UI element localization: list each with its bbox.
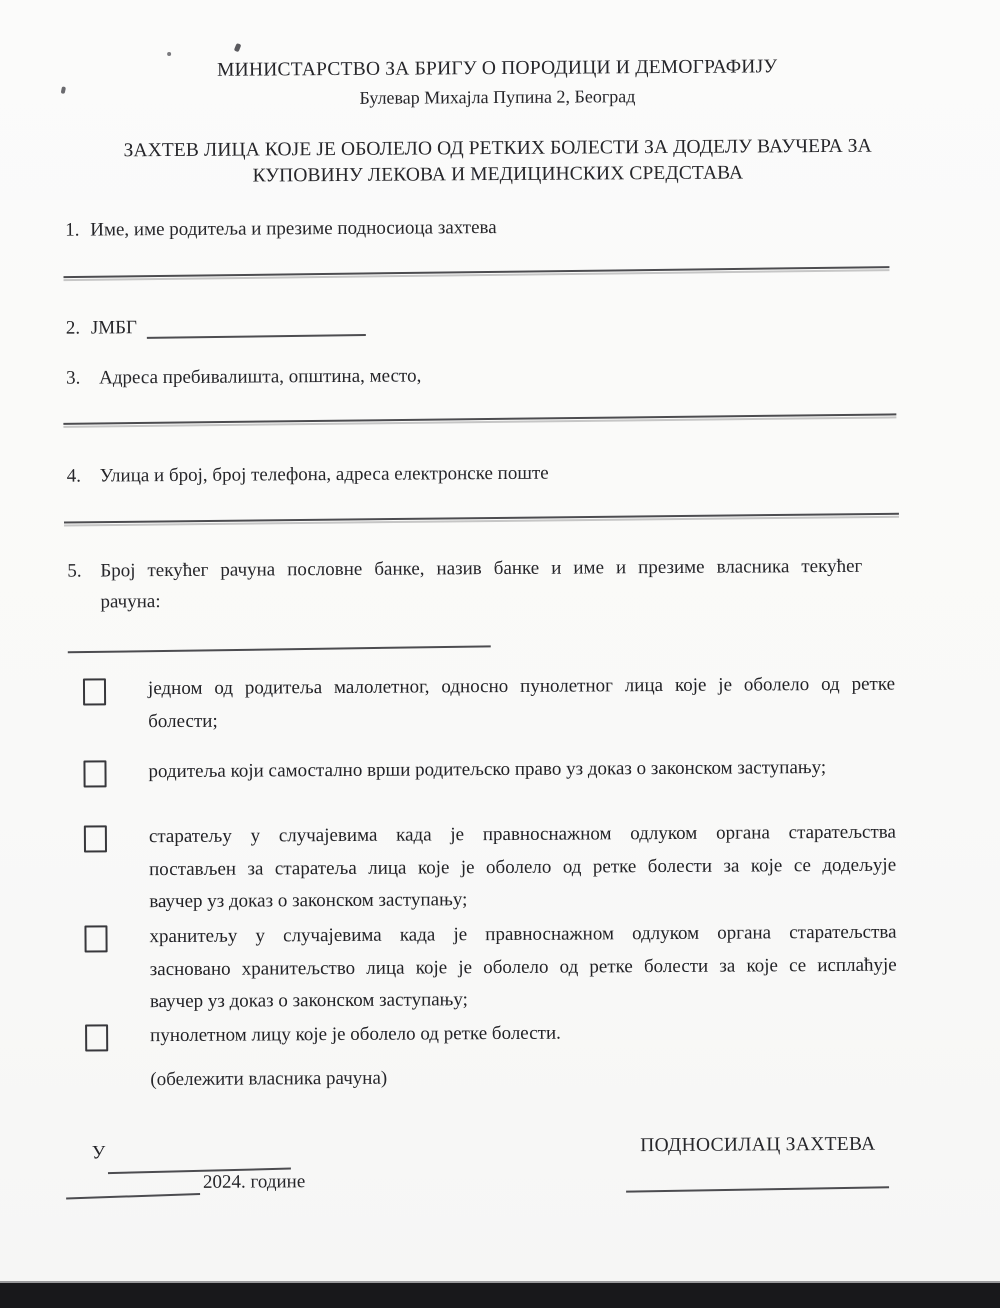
field-5-label-line-2: рачуна: (100, 591, 161, 613)
applicant-signature-title: ПОДНОСИЛАЦ ЗАХТЕВА (640, 1133, 876, 1157)
mark-account-owner-note: (обележити власника рачуна) (150, 1067, 388, 1091)
checkbox-account-owner-sole-parent[interactable] (83, 760, 106, 787)
field-5-fill-line[interactable] (68, 645, 491, 653)
field-2-label-row (66, 312, 137, 343)
checkbox-5-label-line-1: пунолетном лицу које је оболело од ретке болести. (150, 1022, 561, 1047)
checkbox-3-label-line-2: постављен за старатеља лица које је оболело од ретке болести за које се додељује (149, 854, 897, 880)
checkbox-account-owner-foster-carer[interactable] (84, 925, 107, 952)
field-4-label: Улица и број, број телефона, адреса електронске поште (99, 462, 549, 487)
checkbox-4-label-line-3: ваучер уз доказ о законском заступању; (149, 989, 468, 1013)
checkbox-1-label (148, 669, 895, 739)
field-5-label-row (67, 551, 900, 618)
year-label: 2024. године (202, 1171, 306, 1193)
field-1-fill-line[interactable] (63, 266, 889, 278)
checkbox-2-label (148, 752, 895, 789)
jmbg-fill-line[interactable] (147, 334, 366, 339)
field-2-label: ЈМБГ (90, 317, 138, 339)
scan-speck (234, 43, 242, 52)
field-4-label-row (67, 458, 549, 492)
checkbox-4-label-line-2: засновано хранитељство лица које је оболело од ретке болести за које се исплаћује (149, 954, 897, 980)
field-3-label-row (66, 360, 421, 393)
form-title-line-1: ЗАХТЕВ ЛИЦА КОЈЕ ЈЕ ОБОЛЕЛО ОД РЕТКИХ БОЛЕСТИ ЗА ДОДЕЛУ ВАУЧЕРА ЗА (123, 135, 872, 162)
field-3-number: 3. (66, 367, 81, 389)
ministry-address: Булевар Михајла Пупина 2, Београд (359, 86, 636, 108)
checkbox-2-label-line-1: родитеља који самостално врши родитељско право уз доказ о законском заступању; (148, 757, 827, 783)
checkbox-5-label (150, 1016, 897, 1053)
checkbox-account-owner-guardian[interactable] (84, 825, 107, 852)
place-prefix: У (91, 1142, 106, 1164)
applicant-signature-line[interactable] (626, 1186, 889, 1192)
checkbox-3-label-line-1: старатељу у случајевима када је правноснажном одлуком органа старатељства (148, 821, 896, 848)
checkbox-account-owner-adult-person[interactable] (85, 1024, 108, 1051)
date-fill-line[interactable] (66, 1193, 200, 1200)
scan-bottom-strip (0, 1283, 1000, 1308)
field-1-label: Име, име родитеља и презиме подносиоца захтева (90, 217, 497, 241)
field-3-label: Адреса пребивалишта, општина, место, (99, 365, 422, 389)
field-1-label-row (65, 212, 497, 246)
checkbox-account-owner-parent[interactable] (83, 678, 106, 705)
checkbox-1-label-line-1: једном од родитеља малолетног, односно пунолетног лица које је оболело од ретке (147, 673, 896, 700)
checkbox-1-label-line-2: болести; (148, 710, 218, 732)
form-title-line-2: КУПОВИНУ ЛЕКОВА И МЕДИЦИНСКИХ СРЕДСТАВА (252, 162, 744, 187)
checkbox-4-label-line-1: хранитељу у случајевима када је правноснажном одлуком органа старатељства (149, 921, 897, 948)
field-5-number: 5. (67, 560, 82, 582)
checkbox-3-label-line-3: ваучер уз доказ о законском заступању; (149, 889, 468, 913)
checkbox-4-label (149, 917, 897, 1019)
field-5-label (100, 551, 900, 618)
field-1-number: 1. (65, 219, 80, 241)
scan-speck (167, 52, 171, 56)
ministry-name: МИНИСТАРСТВО ЗА БРИГУ О ПОРОДИЦИ И ДЕМОГРАФИЈУ (217, 56, 778, 81)
field-2-number: 2. (65, 317, 81, 339)
field-4-fill-line[interactable] (64, 513, 899, 524)
field-4-number: 4. (66, 465, 82, 487)
field-3-fill-line[interactable] (63, 413, 896, 424)
field-5-label-line-1: Број текућег рачуна пословне банке, назив банке и име и презиме власника текућег (100, 555, 863, 582)
checkbox-3-label (149, 817, 897, 919)
